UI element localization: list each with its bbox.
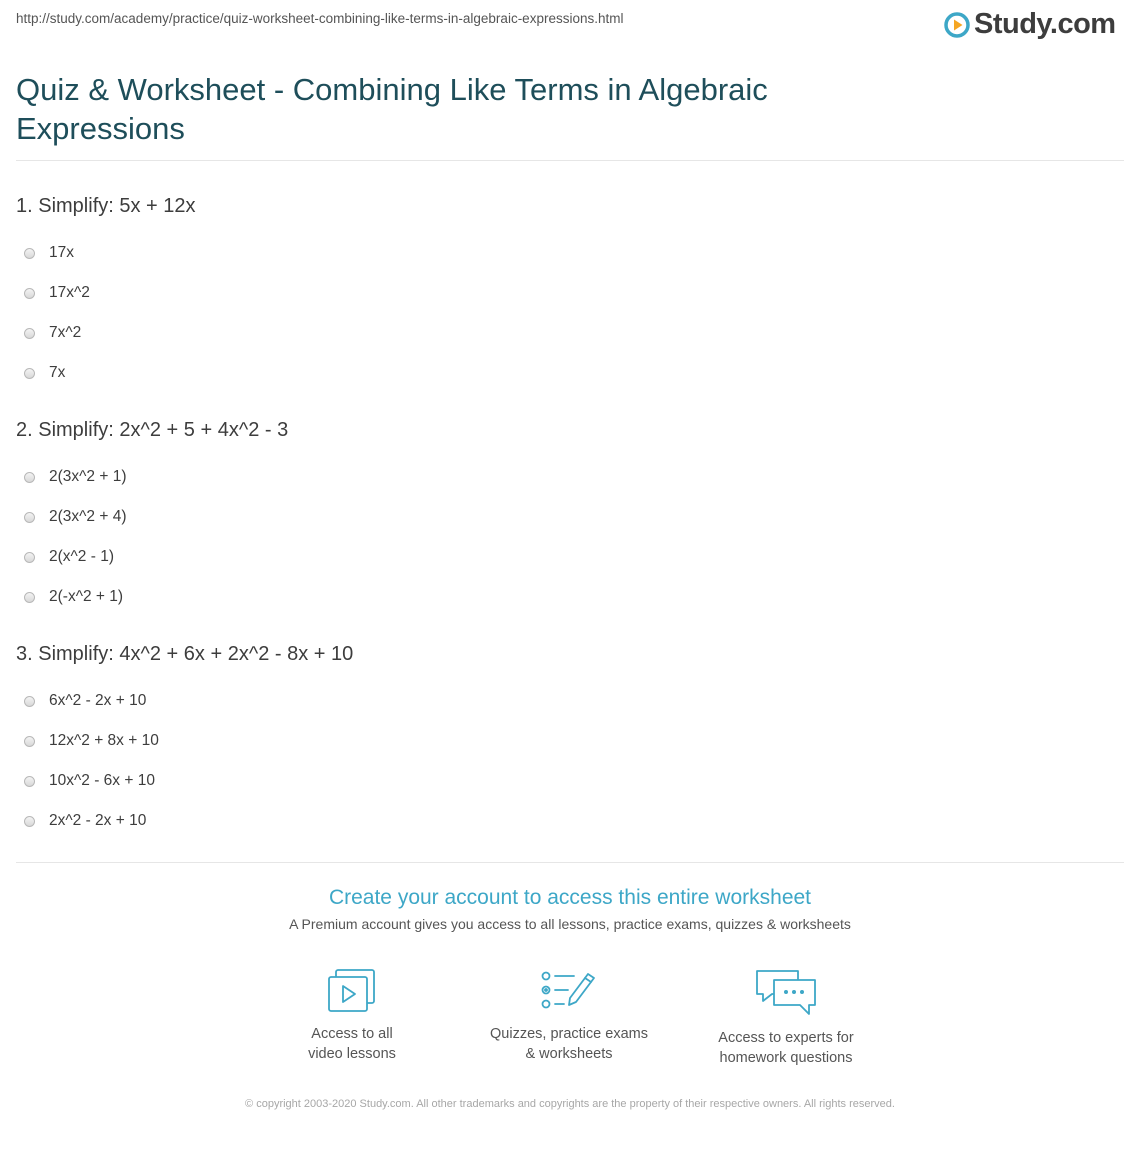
answer-label: 7x^2 [49,324,82,341]
radio-button[interactable] [24,248,35,259]
radio-button[interactable] [24,512,35,523]
chat-bubbles-icon [754,968,818,1018]
cta-subtitle: A Premium account gives you access to all lessons, practice exams, quizzes & worksheets [289,916,851,932]
answer-label: 10x^2 - 6x + 10 [49,772,155,789]
radio-button[interactable] [24,592,35,603]
study-logo[interactable] [944,8,1116,41]
answer-option[interactable] [16,273,196,313]
answer-label: 2x^2 - 2x + 10 [49,812,147,829]
feature-video-lessons [252,968,452,1064]
answer-label: 2(-x^2 + 1) [49,588,124,605]
answer-option[interactable] [16,721,353,761]
feature-experts [686,968,886,1068]
question-3 [16,641,353,841]
answer-option[interactable] [16,577,288,617]
logo-wordmark: Study.com [974,8,1116,40]
answer-option[interactable] [16,497,288,537]
answer-label: 7x [49,364,66,381]
answer-option[interactable] [16,681,353,721]
question-text: 3. Simplify: 4x^2 + 6x + 2x^2 - 8x + 10 [16,643,354,665]
question-1 [16,193,196,393]
radio-button[interactable] [24,696,35,707]
answer-label: 17x [49,244,74,261]
answer-option[interactable] [16,353,196,393]
play-circle-logo-icon [944,12,970,38]
radio-button[interactable] [24,328,35,339]
radio-button[interactable] [24,368,35,379]
create-account-link[interactable]: Create your account to access this entire worksheet [328,886,812,909]
feature-quizzes [469,968,669,1064]
answer-label: 2(3x^2 + 4) [49,508,127,525]
page-url: http://study.com/academy/practice/quiz-worksheet-combining-like-terms-in-algebraic-expressions.html [16,11,624,26]
feature-label: Access to all video lessons [308,1026,396,1062]
question-2 [16,417,288,617]
video-lesson-icon [326,968,378,1014]
question-text: 1. Simplify: 5x + 12x [16,195,196,217]
radio-button[interactable] [24,472,35,483]
answer-label: 2(3x^2 + 1) [49,468,127,485]
question-text: 2. Simplify: 2x^2 + 5 + 4x^2 - 3 [16,419,289,441]
answer-label: 12x^2 + 8x + 10 [49,732,159,749]
quiz-checklist-icon [540,968,598,1014]
answer-option[interactable] [16,537,288,577]
answer-option[interactable] [16,313,196,353]
radio-button[interactable] [24,288,35,299]
feature-label: Quizzes, practice exams & worksheets [490,1026,648,1062]
answer-option[interactable] [16,457,288,497]
answer-option[interactable] [16,801,353,841]
radio-button[interactable] [24,736,35,747]
radio-button[interactable] [24,552,35,563]
answer-label: 2(x^2 - 1) [49,548,114,565]
questions-divider [16,862,1124,863]
page-title: Quiz & Worksheet - Combining Like Terms in Algebraic Expressions [16,72,768,146]
radio-button[interactable] [24,776,35,787]
answer-label: 6x^2 - 2x + 10 [49,692,147,709]
title-divider [16,160,1124,161]
copyright-text: © copyright 2003-2020 Study.com. All other trademarks and copyrights are the property of their respective owners. All rights reserved. [245,1098,895,1110]
answer-label: 17x^2 [49,284,90,301]
answer-option[interactable] [16,233,196,273]
answer-option[interactable] [16,761,353,801]
radio-button[interactable] [24,816,35,827]
feature-label: Access to experts for homework questions [718,1030,854,1066]
